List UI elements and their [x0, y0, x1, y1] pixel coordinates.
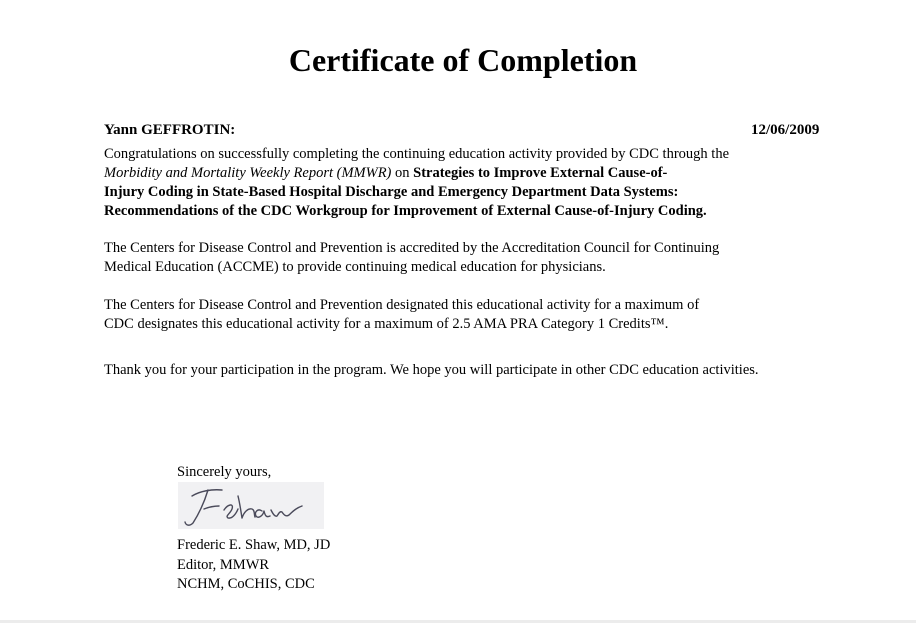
- signer-name: Frederic E. Shaw, MD, JD: [177, 537, 331, 553]
- thanks-paragraph: [104, 361, 804, 380]
- completion-date: 12/06/2009: [751, 122, 820, 138]
- accreditation-line-2: Medical Education (ACCME) to provide continuing medical education for physicians.: [104, 259, 606, 275]
- activity-title-part-2: Injury Coding in State-Based Hospital Discharge and Emergency Department Data Systems:: [104, 184, 679, 200]
- certificate-title: Certificate of Completion: [288, 42, 638, 78]
- congrats-line-2: [104, 164, 764, 183]
- accreditation-line-1: The Centers for Disease Control and Prevention is accredited by the Accreditation Council for Continuing: [104, 240, 720, 256]
- signer-block: [177, 536, 330, 595]
- publication-name: Morbidity and Mortality Weekly Report (MMWR): [104, 165, 392, 181]
- thanks-line: Thank you for your participation in the program. We hope you will participate in other CDC education activities.: [104, 362, 759, 378]
- congrats-connector: on: [391, 165, 414, 181]
- signer-organization: NCHM, CoCHIS, CDC: [177, 576, 315, 592]
- designation-line-1: The Centers for Disease Control and Prevention designated this educational activity for a maximum of: [104, 297, 700, 313]
- signer-title: Editor, MMWR: [177, 556, 270, 573]
- signature-image: [178, 482, 324, 529]
- accreditation-paragraph: [104, 239, 764, 277]
- activity-title-part-1: Strategies to Improve External Cause-of-: [413, 165, 668, 181]
- congratulations-paragraph: [104, 145, 764, 221]
- closing-salutation: Sincerely yours,: [177, 464, 272, 480]
- designation-line-2: CDC designates this educational activity for a maximum of 2.5 AMA PRA Category 1 Credits™.: [104, 316, 669, 332]
- congrats-line-1: Congratulations on successfully completing the continuing education activity provided by CDC through the: [104, 146, 730, 162]
- activity-title-part-3: Recommendations of the CDC Workgroup for Improvement of External Cause-of-Injury Coding.: [104, 203, 707, 219]
- designation-paragraph: [104, 296, 764, 334]
- recipient-name: Yann GEFFROTIN:: [104, 122, 236, 138]
- handwritten-signature: [178, 482, 324, 529]
